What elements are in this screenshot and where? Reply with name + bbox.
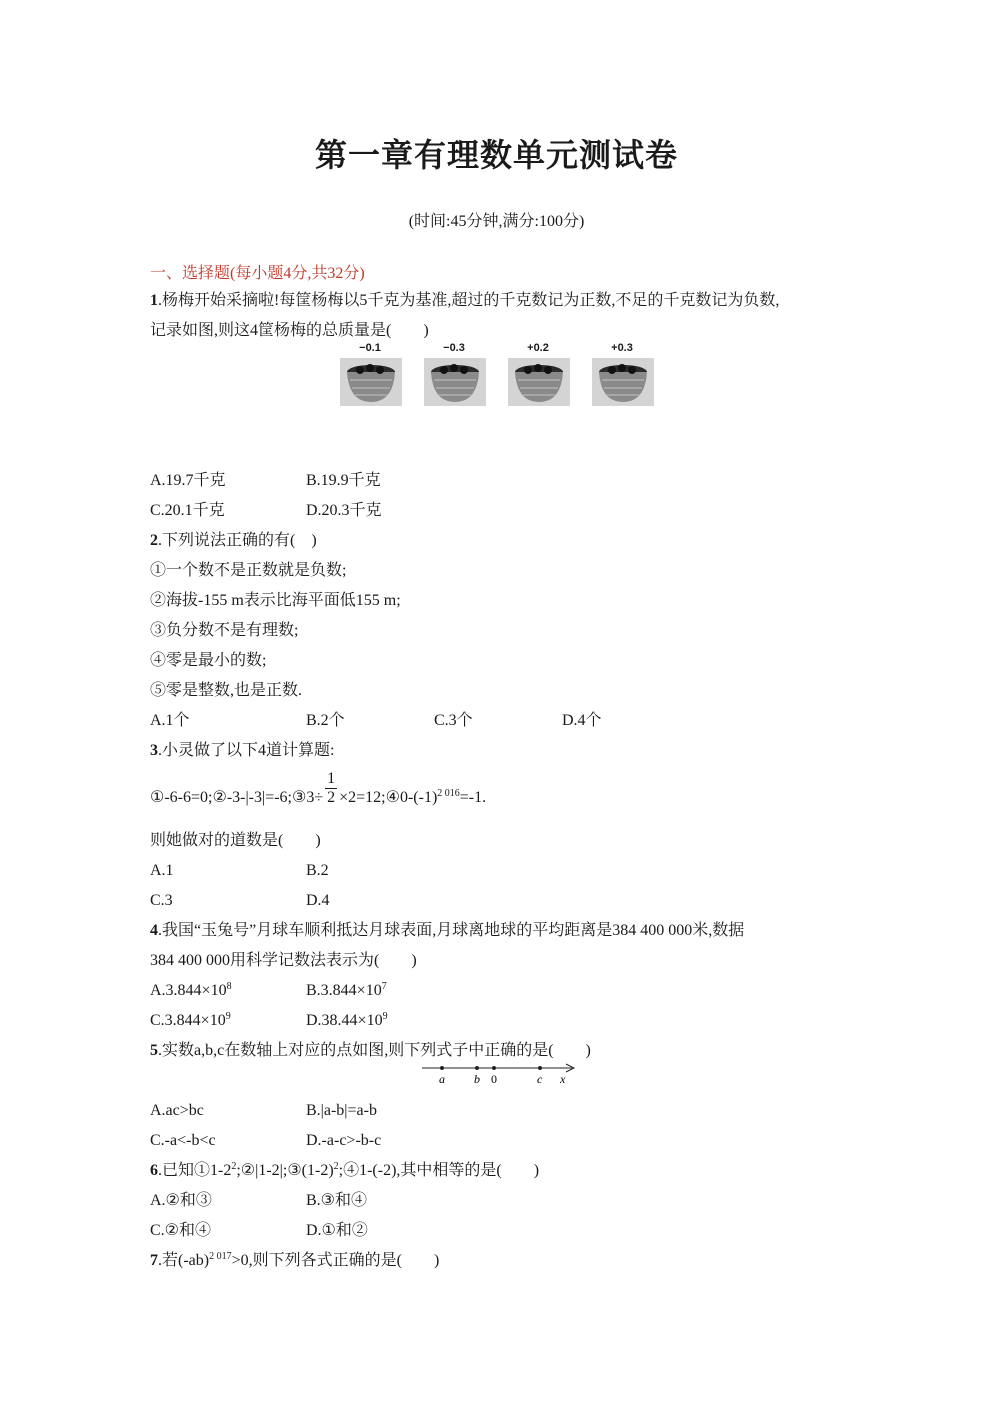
option-d: D.①和② xyxy=(306,1222,368,1239)
option-b: B.19.9千克 xyxy=(306,472,381,489)
option-c: C.②和④ xyxy=(150,1222,212,1239)
exam-info: (时间:45分钟,满分:100分) xyxy=(408,213,585,230)
option-a: A.②和③ xyxy=(150,1192,212,1209)
statement-5: ⑤零是整数,也是正数. xyxy=(150,682,303,699)
option-b: B.2 xyxy=(306,862,329,879)
option-b: B.|a-b|=a-b xyxy=(306,1102,377,1119)
number-line xyxy=(420,1062,580,1086)
question-4-line-1: 4.我国“玉兔号”月球车顺利抵达月球表面,月球离地球的平均距离是384 400 000米,数据 xyxy=(150,922,745,939)
option-b: B.③和④ xyxy=(306,1192,368,1209)
option-c: C.3 xyxy=(150,892,173,909)
question-1-line-2: 记录如图,则这4筐杨梅的总质量是( ) xyxy=(150,322,429,339)
label-x: x xyxy=(560,1072,566,1086)
label-c: c xyxy=(537,1072,543,1086)
option-a: A.1个 xyxy=(150,712,190,729)
question-1-line-1: 1.杨梅开始采摘啦!每筐杨梅以5千克为基准,超过的千克数记为正数,不足的千克数记为负数, xyxy=(150,292,780,309)
option-d: D.4 xyxy=(306,892,330,909)
statement-4: ④零是最小的数; xyxy=(150,652,267,669)
option-d: D.4个 xyxy=(562,712,602,729)
page-title: 第一章有理数单元测试卷 xyxy=(314,136,678,174)
basket-1 xyxy=(338,342,402,408)
option-c: C.-a<-b<c xyxy=(150,1132,216,1149)
point-origin xyxy=(492,1066,496,1070)
basket-3 xyxy=(506,342,570,408)
option-a: A.ac>bc xyxy=(150,1102,204,1119)
option-d: $D.38.44\times 10^9$ xyxy=(306,1011,388,1029)
option-b: B.2个 xyxy=(306,712,345,729)
fraction: $\frac{1}{2}$ xyxy=(327,770,336,806)
option-a: A.19.7千克 xyxy=(150,472,226,489)
basket-image xyxy=(592,358,654,406)
statement-3: ③负分数不是有理数; xyxy=(150,622,299,639)
basket-4 xyxy=(590,342,654,408)
point-b xyxy=(475,1066,479,1070)
question-3-ask: 则她做对的道数是( ) xyxy=(150,832,321,849)
question-6-stem: 6.已知$①1-2^2;②|1-2|;③(1-2)^2;④1-(-2)$,其中相等的是( ) xyxy=(150,1161,540,1179)
label-zero: 0 xyxy=(491,1072,497,1086)
basket-label: +0.2 xyxy=(527,342,549,354)
basket-image xyxy=(340,358,402,406)
question-4-line-2: 384 400 000用科学记数法表示为( ) xyxy=(150,952,417,969)
basket-figure xyxy=(338,342,658,408)
statement-2: ②海拔-155 m表示比海平面低155 m; xyxy=(150,592,401,609)
question-7-stem: 7.若$(-ab)^{2 017}>0$,则下列各式正确的是( ) xyxy=(150,1251,440,1269)
option-d: D.-a-c>-b-c xyxy=(306,1132,382,1149)
point-a xyxy=(440,1066,444,1070)
option-a: A.1 xyxy=(150,862,174,879)
label-b: b xyxy=(474,1072,480,1086)
basket-label: −0.3 xyxy=(443,342,465,354)
question-2-stem: 2.下列说法正确的有( ) xyxy=(150,532,317,549)
option-c: C.20.1千克 xyxy=(150,502,225,519)
option-d: D.20.3千克 xyxy=(306,502,382,519)
basket-2 xyxy=(422,342,486,408)
basket-image xyxy=(508,358,570,406)
question-3-stem: 3.小灵做了以下4道计算题: xyxy=(150,742,335,759)
number-line-figure xyxy=(420,1062,580,1086)
question-5-stem: 5.实数a,b,c在数轴上对应的点如图,则下列式子中正确的是( ) xyxy=(150,1042,591,1059)
option-c: $C.3.844\times 10^9$ xyxy=(150,1011,231,1029)
option-b: $B.3.844\times 10^7$ xyxy=(306,981,387,999)
question-3-formula: ①-6-6=0;②-3-|-3|=-6;③3÷ $\frac{1}{2}$ $\times 2=12;④0-(-1)^{2 016}=-1$. xyxy=(150,770,487,807)
label-a: a xyxy=(439,1072,445,1086)
basket-image xyxy=(424,358,486,406)
option-c: C.3个 xyxy=(434,712,473,729)
basket-label: −0.1 xyxy=(359,342,381,354)
basket-label: +0.3 xyxy=(611,342,633,354)
point-c xyxy=(538,1066,542,1070)
section-heading: 一、选择题(每小题4分,共32分) xyxy=(150,265,365,282)
statement-1: ①一个数不是正数就是负数; xyxy=(150,562,347,579)
option-a: $A.3.844\times 10^8$ xyxy=(150,981,232,999)
